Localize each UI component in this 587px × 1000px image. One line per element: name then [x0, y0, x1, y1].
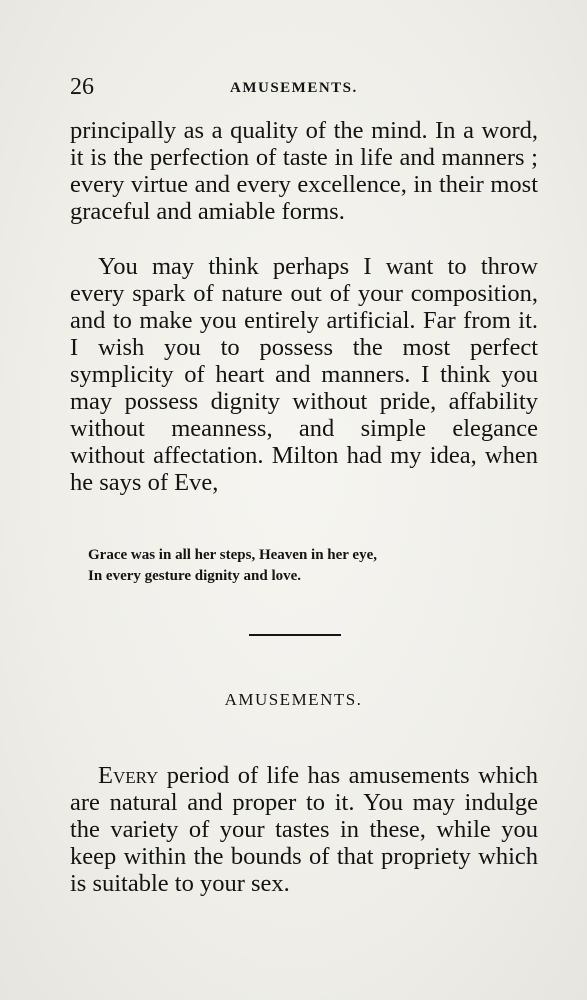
- page-number: 26: [70, 74, 94, 100]
- verse-line-2: In every gesture dignity and love.: [88, 568, 302, 584]
- paragraph-milton: You may think perhaps I want to throw every spark of nature out of your composition, and to make you entirely artificial. Far from it. I wish you to possess the most perfect symplicity of heart and manners. I think you may possess dignity without pride, affability without meanness, and simple elegance without affectation. Milton had my idea, when he says of Eve,: [70, 253, 538, 496]
- paragraph-amusements-text: period of life has amusements which are natural and proper to it. You may indulge the variety of your tastes in these, while you keep within the bounds of that propriety which is suitable to your sex.: [70, 762, 538, 897]
- verse-quote: [88, 545, 538, 587]
- drop-lead-word: Every: [98, 762, 159, 789]
- page-header: [70, 72, 538, 102]
- section-divider: [249, 634, 341, 636]
- paragraph-amusements: [70, 762, 538, 897]
- verse-line-1: Grace was in all her steps, Heaven in her eye,: [88, 547, 377, 563]
- running-head: AMUSEMENTS.: [230, 80, 358, 96]
- paragraph-continuation: principally as a quality of the mind. In a word, it is the perfection of taste in life and manners ; every virtue and every excellence, in their most graceful and amiable forms.: [70, 117, 538, 225]
- section-title: AMUSEMENTS.: [224, 690, 363, 709]
